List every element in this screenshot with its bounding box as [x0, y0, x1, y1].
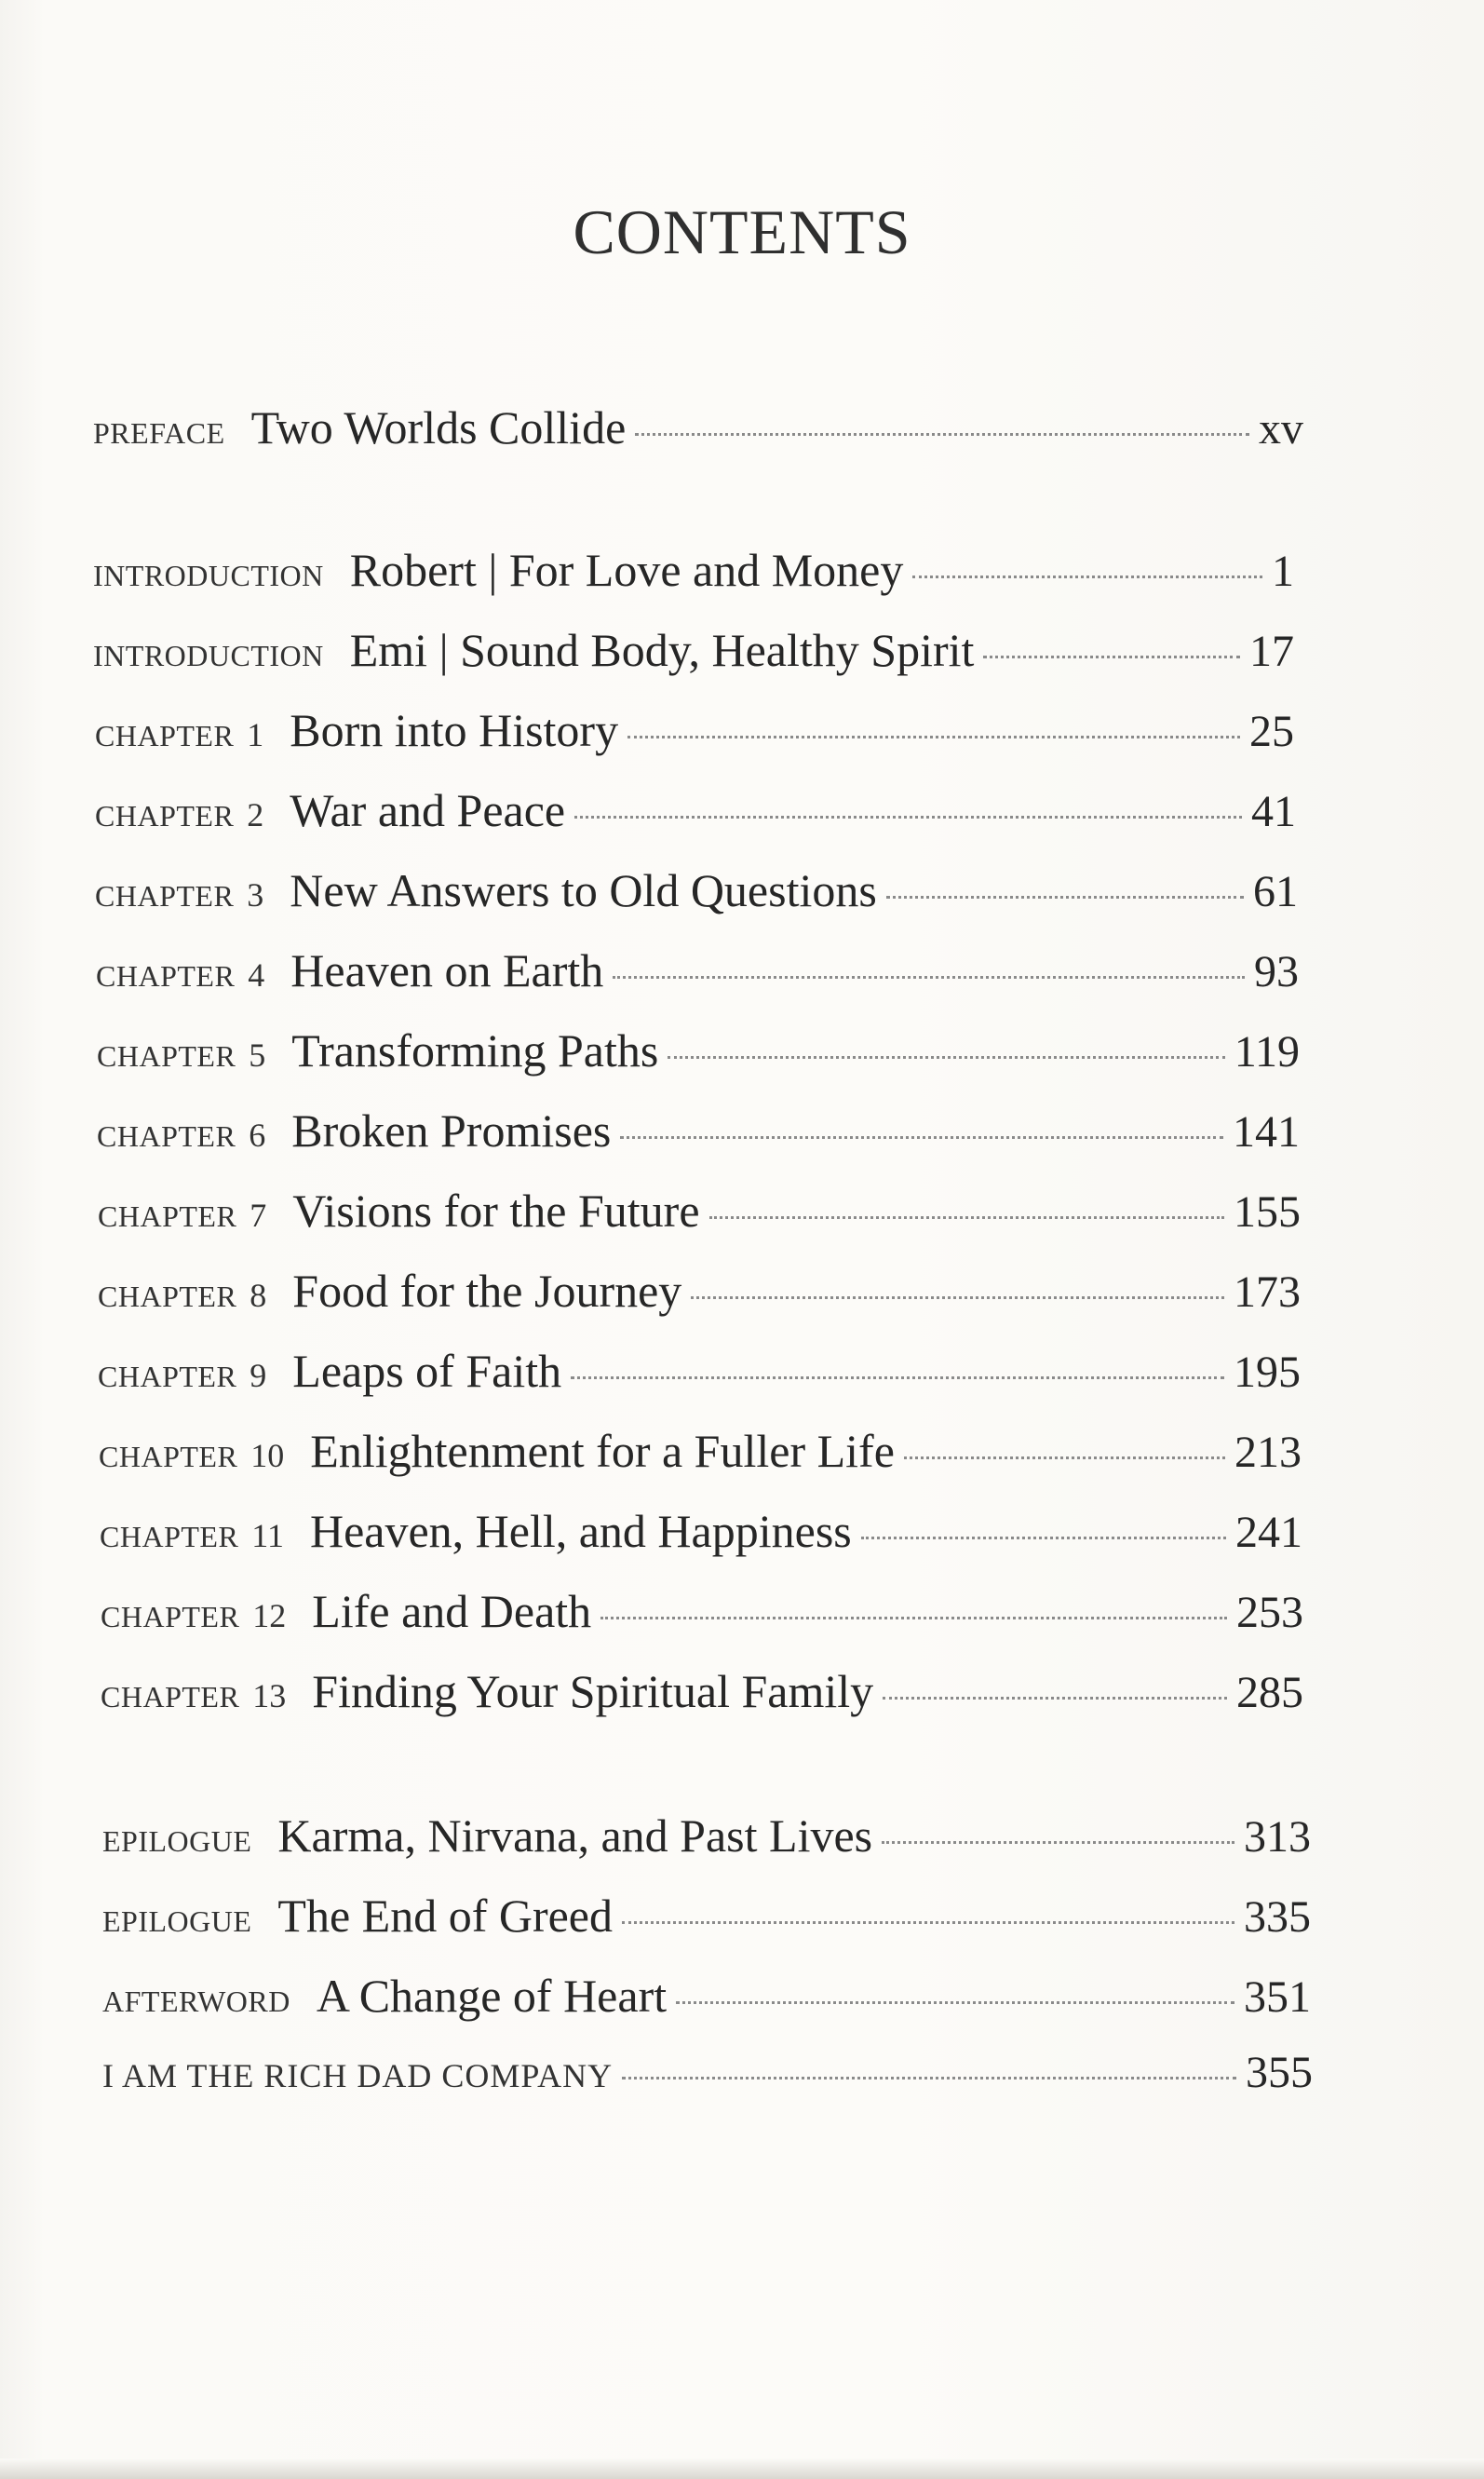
toc-entry-chapter-2: [95, 783, 1296, 848]
entry-label: preface: [93, 405, 225, 453]
entry-title: Emi | Sound Body, Healthy Spirit: [349, 624, 975, 676]
dot-leader: [882, 1841, 1234, 1844]
chapter-number: 11: [251, 1517, 284, 1554]
dot-leader: [691, 1296, 1224, 1299]
entry-title: A Change of Heart: [316, 1970, 668, 2022]
entry-title: Broken Promises: [291, 1104, 612, 1157]
toc-entry-chapter-5: [97, 1023, 1300, 1089]
toc-entry-chapter-3: [95, 863, 1298, 928]
toc-entry-afterword: [102, 1969, 1311, 2034]
toc-entry-chapter-6: [97, 1104, 1300, 1169]
toc-entry-chapter-13: [101, 1664, 1303, 1729]
chapter-number: 9: [250, 1357, 267, 1394]
toc-entry-chapter-7: [98, 1184, 1301, 1249]
entry-page-number: 93: [1254, 947, 1299, 996]
entry-page-number: 241: [1235, 1508, 1302, 1557]
chapter-number: 3: [247, 876, 264, 914]
entry-page-number: 253: [1236, 1588, 1303, 1637]
entry-label: introduction: [93, 628, 324, 675]
chapter-number: 6: [249, 1117, 266, 1154]
entry-label: epilogue: [102, 1813, 252, 1861]
entry-label: chapter: [98, 1348, 237, 1396]
toc-entry-preface: [93, 400, 1303, 466]
toc-entry-epilogue-karma: [102, 1808, 1311, 1874]
toc-entry-chapter-8: [98, 1264, 1301, 1329]
dot-leader: [883, 1697, 1227, 1700]
chapter-number: 12: [252, 1597, 287, 1634]
entry-label: chapter: [101, 1669, 240, 1716]
entry-label: chapter: [100, 1509, 239, 1556]
dot-leader: [635, 433, 1249, 436]
entry-page-number: 285: [1236, 1668, 1303, 1717]
entry-label: epilogue: [102, 1893, 252, 1941]
entry-label: chapter: [95, 868, 235, 915]
entry-page-number: 313: [1244, 1812, 1311, 1862]
dot-leader: [861, 1537, 1226, 1539]
entry-title: Finding Your Spiritual Family: [312, 1665, 874, 1717]
chapter-number: 8: [250, 1277, 267, 1314]
entry-title: War and Peace: [290, 784, 566, 836]
entry-title: Leaps of Faith: [292, 1345, 562, 1397]
dot-leader: [668, 1056, 1224, 1059]
entry-title: Enlightenment for a Fuller Life: [310, 1425, 895, 1477]
toc-entry-chapter-1: [95, 703, 1294, 768]
dot-leader: [613, 976, 1245, 979]
dot-leader: [627, 736, 1240, 738]
page-title: CONTENTS: [573, 196, 911, 267]
entry-page-number: 1: [1272, 547, 1294, 596]
entry-title: Two Worlds Collide: [250, 401, 627, 454]
entry-title: New Answers to Old Questions: [290, 864, 877, 916]
entry-page-number: 141: [1233, 1107, 1300, 1157]
dot-leader: [983, 656, 1240, 658]
toc-entry-epilogue-greed: [102, 1889, 1311, 1954]
chapter-number: 10: [250, 1437, 285, 1474]
dot-leader: [620, 1136, 1223, 1139]
entry-label: afterword: [102, 1973, 290, 2021]
entry-page-number: 335: [1244, 1892, 1311, 1942]
entry-label: chapter: [101, 1589, 240, 1636]
dot-leader: [600, 1617, 1227, 1619]
toc-entry-chapter-9: [98, 1344, 1301, 1409]
toc-entry-introduction-emi: [93, 623, 1294, 688]
entry-label: chapter: [98, 1188, 237, 1236]
entry-title: The End of Greed: [277, 1890, 613, 1942]
entry-page-number: 155: [1234, 1187, 1301, 1237]
entry-page-number: xv: [1259, 404, 1303, 454]
entry-page-number: 25: [1249, 707, 1294, 756]
dot-leader: [571, 1376, 1224, 1379]
chapter-number: 7: [250, 1197, 267, 1234]
toc-entry-chapter-4: [96, 943, 1299, 1009]
entry-title: Robert | For Love and Money: [349, 544, 904, 596]
dot-leader: [622, 1921, 1234, 1924]
entry-page-number: 119: [1234, 1027, 1300, 1077]
entry-page-number: 173: [1234, 1267, 1301, 1317]
chapter-number: 13: [252, 1677, 287, 1714]
entry-label: introduction: [93, 548, 324, 595]
entry-label: chapter: [97, 1028, 236, 1076]
chapter-number: 5: [249, 1036, 266, 1074]
entry-label: chapter: [98, 1268, 237, 1316]
entry-title: Food for the Journey: [292, 1265, 682, 1317]
entry-label: chapter: [96, 948, 236, 996]
dot-leader: [574, 816, 1242, 819]
entry-page-number: 195: [1234, 1348, 1301, 1397]
chapter-number: 4: [248, 956, 265, 994]
entry-page-number: 17: [1249, 627, 1294, 676]
entry-label: I AM THE RICH DAD COMPANY: [102, 2057, 614, 2094]
dot-leader: [622, 2077, 1236, 2079]
entry-page-number: 351: [1244, 1972, 1311, 2022]
entry-title: Heaven on Earth: [290, 944, 604, 996]
entry-title: Life and Death: [312, 1585, 592, 1637]
entry-label: chapter: [99, 1429, 238, 1476]
entry-title: Heaven, Hell, and Happiness: [309, 1505, 852, 1557]
toc-entry-chapter-11: [100, 1504, 1302, 1569]
entry-label: chapter: [95, 708, 235, 755]
scan-edge: [0, 2459, 1484, 2479]
entry-page-number: 355: [1246, 2048, 1313, 2097]
entry-title: Karma, Nirvana, and Past Lives: [277, 1809, 873, 1862]
entry-title: Born into History: [290, 704, 619, 756]
entry-title: Transforming Paths: [291, 1024, 659, 1077]
toc-entry-company: [102, 2047, 1313, 2112]
entry-page-number: 61: [1253, 867, 1298, 916]
chapter-number: 2: [247, 796, 264, 833]
dot-leader: [709, 1216, 1224, 1219]
dot-leader: [912, 576, 1262, 578]
toc-entry-chapter-10: [99, 1424, 1302, 1489]
entry-title: Visions for the Future: [292, 1185, 700, 1237]
chapter-number: 1: [247, 716, 264, 753]
toc-entry-chapter-12: [101, 1584, 1303, 1649]
entry-page-number: 41: [1251, 787, 1296, 836]
entry-label: chapter: [97, 1108, 236, 1156]
toc-entry-introduction-robert: [93, 543, 1294, 608]
entry-page-number: 213: [1234, 1428, 1302, 1477]
dot-leader: [676, 2001, 1234, 2004]
dot-leader: [886, 896, 1244, 899]
dot-leader: [904, 1456, 1225, 1459]
entry-label: chapter: [95, 788, 235, 835]
